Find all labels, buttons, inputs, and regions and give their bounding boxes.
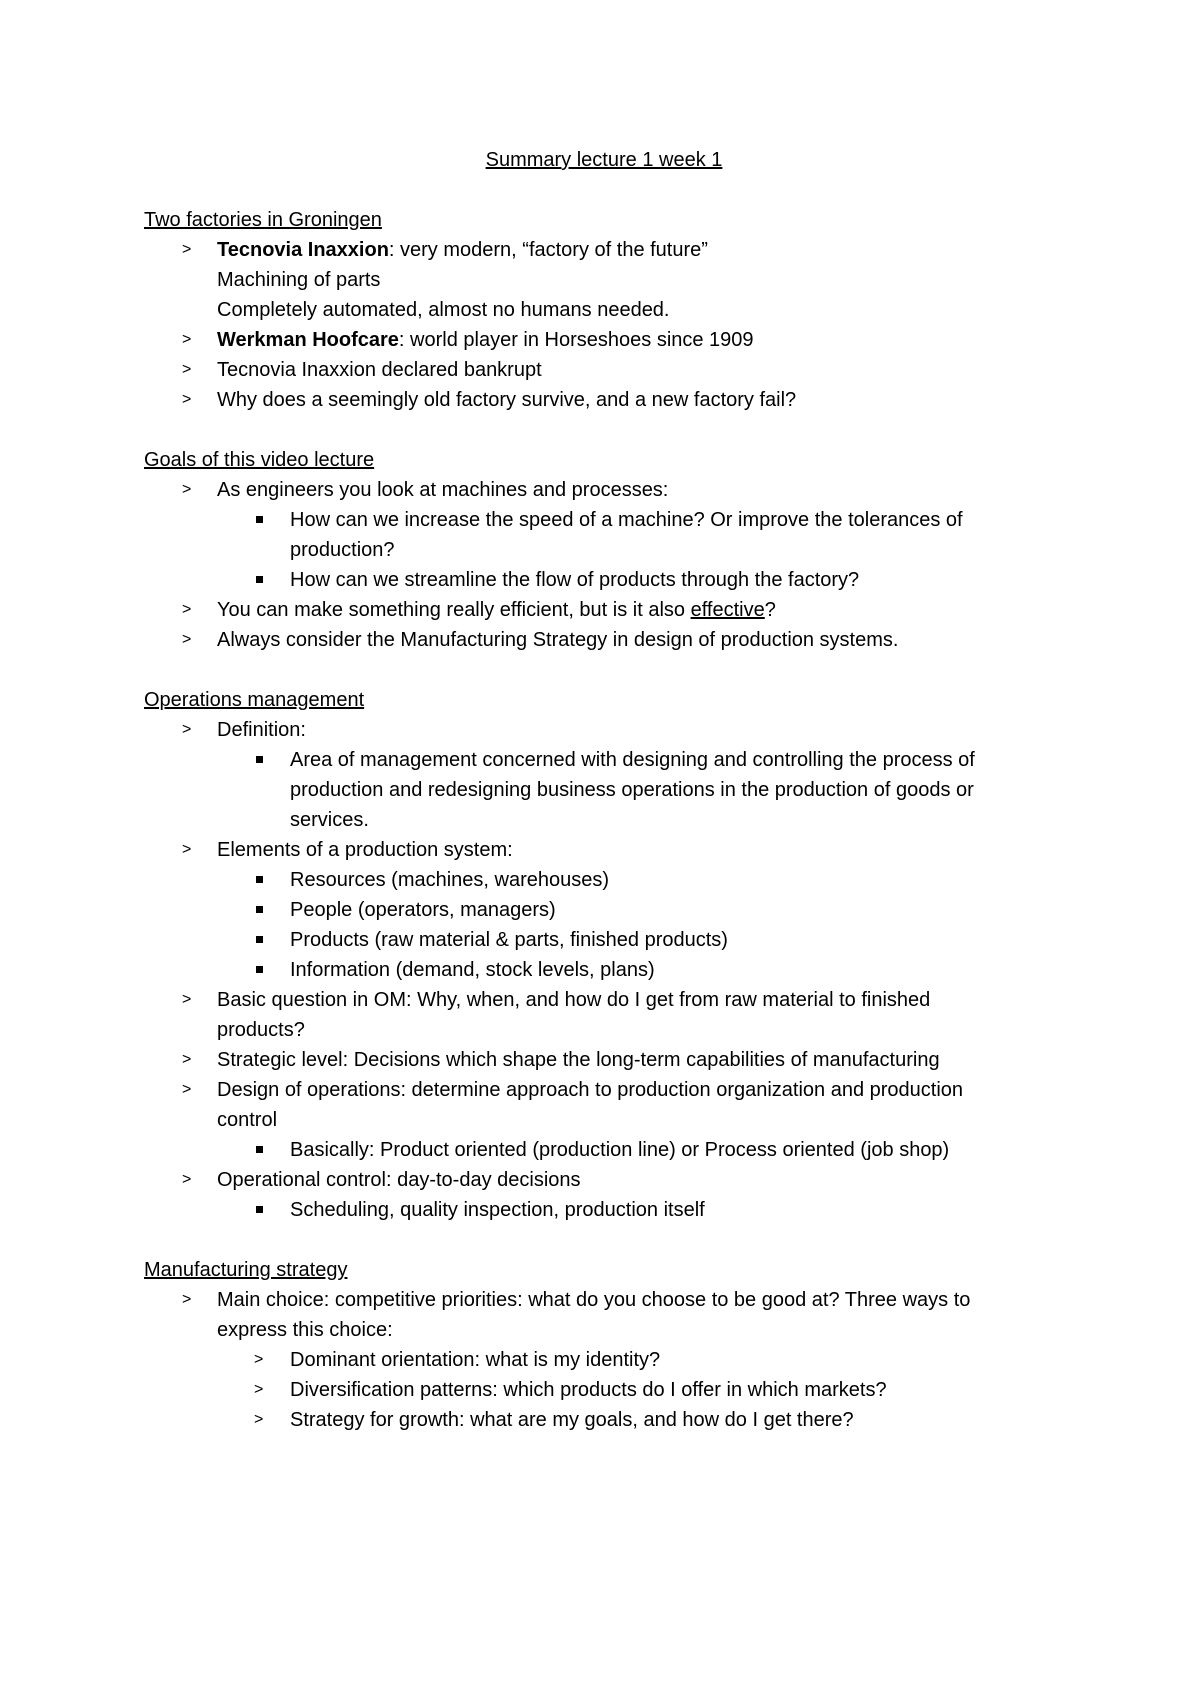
arrow-bullet-icon: > <box>182 991 192 1008</box>
square-bullet-icon <box>256 1206 263 1213</box>
sub-list-item <box>144 955 1064 985</box>
item-text: Strategic level: Decisions which shape the long-term capabilities of manufacturing <box>217 1049 940 1071</box>
arrow-bullet-icon: > <box>182 841 192 858</box>
list-item-continuation: control <box>217 1109 278 1131</box>
sub-list-item-continuation: production? <box>290 539 395 561</box>
item-text: Basic question in OM: Why, when, and how do I get from raw material to finished <box>217 989 931 1011</box>
arrow-bullet-icon: > <box>182 361 192 378</box>
section-operations-management <box>144 685 1064 1225</box>
sub-list-item-continuation: services. <box>290 809 369 831</box>
arrow-bullet-icon: > <box>182 241 192 258</box>
list-item <box>144 835 1064 865</box>
item-text: Resources (machines, warehouses) <box>290 869 610 891</box>
list-item-continuation: Completely automated, almost no humans needed. <box>217 299 670 321</box>
list-item-continuation: express this choice: <box>217 1319 393 1341</box>
arrow-bullet-icon: > <box>254 1381 264 1398</box>
item-text: Scheduling, quality inspection, production itself <box>290 1199 705 1221</box>
item-text: : world player in Horseshoes since 1909 <box>398 329 754 351</box>
list-item <box>144 235 1064 265</box>
arrow-bullet-icon: > <box>182 1051 192 1068</box>
square-bullet-icon <box>256 966 263 973</box>
sub-list-item <box>144 1375 1064 1405</box>
item-text: Products (raw material & parts, finished products) <box>290 929 728 951</box>
list-item <box>144 355 1064 385</box>
arrow-bullet-icon: > <box>182 1291 192 1308</box>
arrow-bullet-icon: > <box>182 481 192 498</box>
square-bullet-icon <box>256 876 263 883</box>
item-text: People (operators, managers) <box>290 899 556 921</box>
arrow-bullet-icon: > <box>182 1081 192 1098</box>
arrow-bullet-icon: > <box>182 1171 192 1188</box>
list-item <box>144 715 1064 745</box>
sub-list-item <box>144 925 1064 955</box>
document-body <box>144 145 1064 1465</box>
list-item <box>144 985 1064 1015</box>
item-text: Always consider the Manufacturing Strategy in design of production systems. <box>217 629 899 651</box>
underlined-word: effective <box>690 599 765 621</box>
list-item-continuation: products? <box>217 1019 305 1041</box>
item-text: How can we increase the speed of a machine? Or improve the tolerances of <box>290 509 963 531</box>
item-text: How can we streamline the flow of products through the factory? <box>290 569 860 591</box>
list-item <box>144 325 1064 355</box>
item-text: You can make something really efficient, but is it also <box>217 599 691 621</box>
sub-list-item <box>144 745 1064 775</box>
item-text: Basically: Product oriented (production line) or Process oriented (job shop) <box>290 1139 950 1161</box>
sub-list-item <box>144 865 1064 895</box>
item-text: Dominant orientation: what is my identity? <box>290 1349 661 1371</box>
item-text: Why does a seemingly old factory survive, and a new factory fail? <box>217 389 797 411</box>
item-text: Design of operations: determine approach to production organization and production <box>217 1079 964 1101</box>
square-bullet-icon <box>256 1146 263 1153</box>
arrow-bullet-icon: > <box>182 331 192 348</box>
item-text: Tecnovia Inaxxion declared bankrupt <box>217 359 542 381</box>
item-text: Elements of a production system: <box>217 839 513 861</box>
arrow-bullet-icon: > <box>182 721 192 738</box>
item-text: Operational control: day-to-day decisions <box>217 1169 581 1191</box>
list-item <box>144 625 1064 655</box>
sub-list-item <box>144 1345 1064 1375</box>
list-item <box>144 475 1064 505</box>
sub-list-item-continuation: production and redesigning business operations in the production of goods or <box>290 779 974 801</box>
arrow-bullet-icon: > <box>182 601 192 618</box>
sub-list-item <box>144 1195 1064 1225</box>
item-text: ? <box>764 599 776 621</box>
item-text: Definition: <box>217 719 306 741</box>
item-bold-text: Werkman Hoofcare <box>217 329 399 351</box>
list-item <box>144 1285 1064 1315</box>
sub-list-item <box>144 1405 1064 1435</box>
item-bold-text: Tecnovia Inaxxion <box>217 239 389 261</box>
square-bullet-icon <box>256 516 263 523</box>
sub-list-item <box>144 895 1064 925</box>
item-text: Information (demand, stock levels, plans) <box>290 959 655 981</box>
square-bullet-icon <box>256 936 263 943</box>
square-bullet-icon <box>256 576 263 583</box>
item-text: Diversification patterns: which products do I offer in which markets? <box>290 1379 887 1401</box>
sub-list-item <box>144 505 1064 535</box>
square-bullet-icon <box>256 756 263 763</box>
sub-list-item <box>144 1135 1064 1165</box>
section-heading: Manufacturing strategy <box>144 1259 348 1281</box>
section-heading: Operations management <box>144 689 365 711</box>
arrow-bullet-icon: > <box>182 631 192 648</box>
section-heading: Two factories in Groningen <box>144 209 382 231</box>
list-item <box>144 385 1064 415</box>
item-text: Area of management concerned with designing and controlling the process of <box>290 749 975 771</box>
section-goals <box>144 445 1064 655</box>
item-text: Strategy for growth: what are my goals, and how do I get there? <box>290 1409 854 1431</box>
square-bullet-icon <box>256 906 263 913</box>
list-item <box>144 1165 1064 1195</box>
list-item-continuation: Machining of parts <box>217 269 381 291</box>
section-two-factories <box>144 205 1064 415</box>
section-manufacturing-strategy <box>144 1255 1064 1435</box>
item-text: : very modern, “factory of the future” <box>388 239 708 261</box>
arrow-bullet-icon: > <box>254 1351 264 1368</box>
arrow-bullet-icon: > <box>254 1411 264 1428</box>
list-item <box>144 1075 1064 1105</box>
list-item <box>144 1045 1064 1075</box>
sub-list-item <box>144 565 1064 595</box>
item-text: As engineers you look at machines and processes: <box>217 479 669 501</box>
section-heading: Goals of this video lecture <box>144 449 375 471</box>
list-item <box>144 595 1064 625</box>
arrow-bullet-icon: > <box>182 391 192 408</box>
page-title: Summary lecture 1 week 1 <box>485 149 723 171</box>
item-text: Main choice: competitive priorities: what do you choose to be good at? Three ways to <box>217 1289 971 1311</box>
